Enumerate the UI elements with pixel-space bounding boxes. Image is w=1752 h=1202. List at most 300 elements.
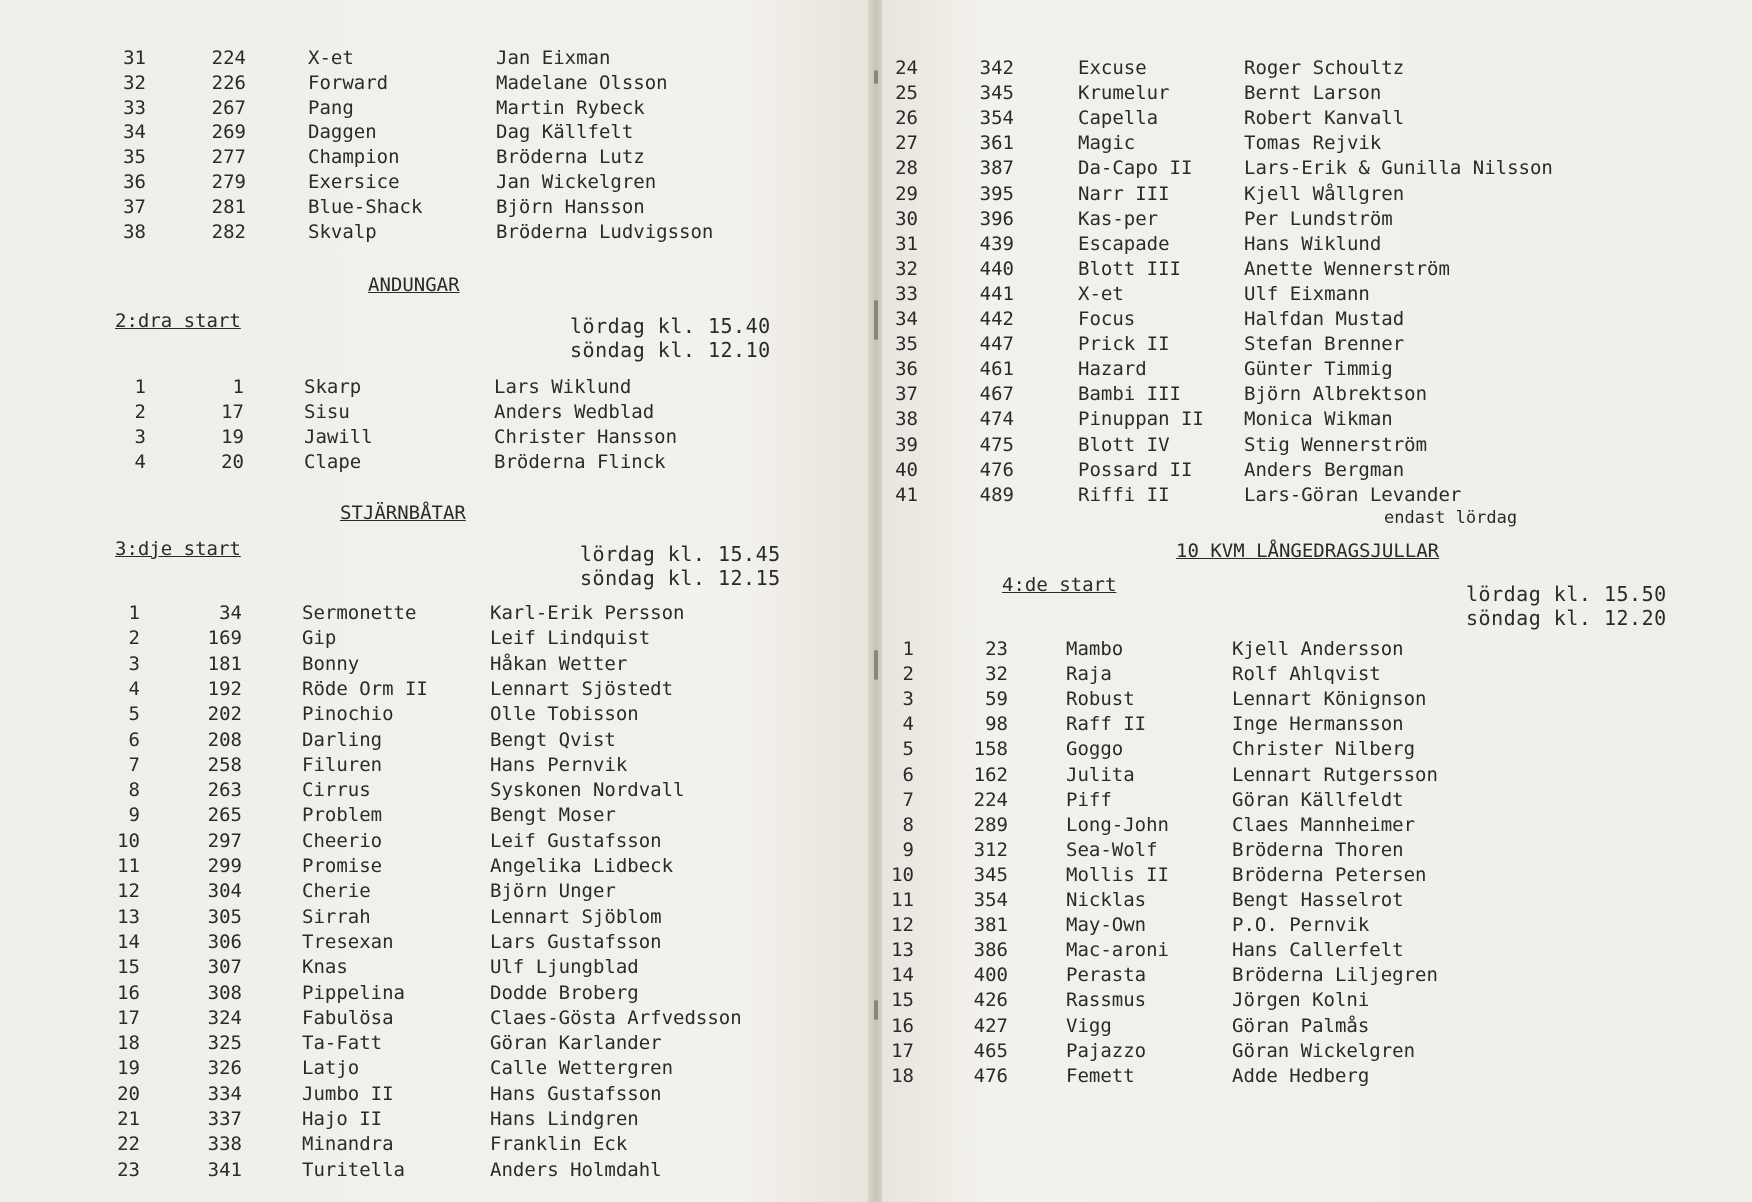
sail-number: 427 (973, 1014, 1008, 1037)
boat-name: Sea-Wolf (1066, 838, 1158, 861)
sail-number: 20 (221, 451, 244, 473)
sail-number: 337 (207, 1108, 242, 1130)
sail-number: 426 (973, 989, 1008, 1012)
entry-position: 2 (902, 663, 914, 686)
owner-name: Günter Timmig (1244, 358, 1393, 381)
owner-name: Bengt Hasselrot (1232, 889, 1404, 911)
entry-position: 11 (891, 889, 914, 911)
entry-position: 37 (895, 383, 918, 406)
owner-name: Hans Gustafsson (490, 1082, 662, 1105)
sail-number: 475 (979, 433, 1014, 456)
entry-position: 3 (902, 688, 914, 711)
owner-name: Calle Wettergren (490, 1057, 674, 1080)
boat-name: Cirrus (302, 779, 371, 802)
sail-number: 325 (207, 1032, 242, 1055)
sail-number: 299 (207, 855, 242, 877)
boat-name: Femett (1066, 1064, 1135, 1087)
sail-number: 59 (985, 688, 1008, 711)
owner-name: Ulf Eixmann (1244, 282, 1370, 305)
entry-position: 7 (902, 788, 914, 811)
boat-name: Hazard (1078, 358, 1147, 381)
owner-name: Hans Wiklund (1244, 232, 1382, 255)
start-time-sunday-andungar: söndag kl. 12.10 (570, 338, 771, 362)
owner-name: Anders Bergman (1244, 458, 1405, 481)
sail-number: 304 (207, 880, 242, 903)
entry-position: 7 (128, 753, 140, 776)
boat-name: Sermonette (302, 602, 417, 624)
owner-name: Syskonen Nordvall (490, 779, 685, 802)
owner-name: Roger Schoultz (1244, 57, 1405, 79)
owner-name: Lennart Rutgersson (1232, 763, 1438, 786)
section-heading-jullar: 10 KVM LÅNGEDRAGSJULLAR (1176, 540, 1440, 562)
boat-name: Rassmus (1066, 989, 1147, 1012)
sail-number: 326 (207, 1057, 242, 1080)
owner-name: Bröderna Thoren (1232, 838, 1404, 861)
sail-number: 361 (979, 132, 1014, 155)
boat-name: Nicklas (1066, 889, 1147, 911)
owner-name: Dodde Broberg (490, 981, 639, 1004)
entry-position: 21 (117, 1108, 140, 1130)
entry-position: 2 (134, 401, 146, 423)
sail-number: 258 (207, 753, 242, 776)
entry-position: 22 (117, 1133, 140, 1156)
entry-position: 26 (895, 107, 918, 130)
boat-name: Pinuppan II (1078, 408, 1204, 431)
entry-position: 34 (895, 308, 918, 330)
boat-name: Excuse (1078, 57, 1147, 79)
boat-name: Promise (302, 855, 383, 877)
entry-position: 31 (123, 47, 146, 69)
entry-position: 10 (891, 863, 914, 886)
entry-position: 16 (117, 981, 140, 1004)
section-heading-andungar: ANDUNGAR (368, 274, 460, 296)
sail-number: 19 (221, 426, 244, 448)
sail-number: 476 (979, 458, 1014, 481)
owner-name: Bengt Moser (490, 804, 616, 827)
sail-number: 396 (979, 207, 1014, 230)
boat-name: Bambi III (1078, 383, 1181, 406)
entry-position: 18 (117, 1032, 140, 1055)
entry-position: 29 (895, 182, 918, 205)
owner-name: Madelane Olsson (496, 71, 668, 94)
entry-position: 33 (895, 282, 918, 305)
sail-number: 447 (979, 333, 1014, 356)
boat-name: Champion (308, 146, 400, 169)
entry-position: 23 (117, 1158, 140, 1181)
boat-name: Escapade (1078, 232, 1170, 255)
boat-name: Sirrah (302, 905, 371, 928)
entry-position: 38 (895, 408, 918, 431)
boat-name: Cheerio (302, 829, 383, 852)
start-label-stjarnbatar: 3:dje start (115, 538, 241, 560)
boat-name: Fabulösa (302, 1006, 394, 1029)
owner-name: Dag Källfelt (496, 121, 634, 144)
owner-name: Martin Rybeck (496, 96, 645, 119)
boat-name: Skvalp (308, 220, 377, 243)
entry-position: 19 (117, 1057, 140, 1080)
owner-name: Olle Tobisson (490, 703, 639, 726)
boat-name: Ta-Fatt (302, 1032, 383, 1055)
sail-number: 489 (979, 483, 1014, 506)
boat-name: Gip (302, 627, 337, 650)
sail-number: 461 (979, 358, 1014, 381)
sail-number: 17 (221, 401, 244, 423)
start-time-saturday-jullar: lördag kl. 15.50 (1466, 582, 1667, 606)
owner-name: Stig Wennerström (1244, 433, 1428, 456)
entry-position: 1 (128, 602, 140, 624)
entry-position: 15 (117, 956, 140, 979)
entry-position: 4 (134, 451, 146, 473)
entry-position: 1 (902, 638, 914, 660)
sail-number: 395 (979, 182, 1014, 205)
entry-position: 15 (891, 989, 914, 1012)
staple-mark (874, 70, 878, 84)
sail-number: 305 (207, 905, 242, 928)
boat-name: Piff (1066, 788, 1112, 811)
owner-name: Lars Gustafsson (490, 930, 662, 953)
owner-name: Claes Mannheimer (1232, 813, 1416, 836)
owner-name: Lennart Könignson (1232, 688, 1427, 711)
entry-position: 30 (895, 207, 918, 230)
sail-number: 181 (207, 652, 242, 675)
sail-number: 354 (973, 889, 1008, 911)
entry-position: 17 (891, 1039, 914, 1062)
entry-position: 3 (128, 652, 140, 675)
owner-name: Anders Wedblad (494, 401, 655, 423)
entry-position: 41 (895, 483, 918, 506)
sail-number: 226 (211, 71, 246, 94)
sail-number: 341 (207, 1158, 242, 1181)
right-page (882, 0, 1752, 1202)
owner-name: Leif Gustafsson (490, 829, 662, 852)
owner-name: Bröderna Ludvigsson (496, 220, 714, 243)
sail-number: 307 (207, 956, 242, 979)
owner-name: Leif Lindquist (490, 627, 651, 650)
owner-name: Lennart Sjöblom (490, 905, 662, 928)
start-time-sunday-jullar: söndag kl. 12.20 (1466, 606, 1667, 630)
sail-number: 334 (207, 1082, 242, 1105)
owner-name: Jörgen Kolni (1232, 989, 1370, 1012)
sail-number: 263 (207, 779, 242, 802)
sail-number: 441 (979, 282, 1014, 305)
entry-position: 6 (128, 728, 140, 751)
boat-name: Raff II (1066, 713, 1147, 736)
boat-name: X-et (1078, 282, 1124, 305)
owner-name: Björn Hansson (496, 195, 645, 218)
owner-name: Björn Unger (490, 880, 616, 903)
boat-name: Perasta (1066, 964, 1147, 987)
sail-number: 400 (973, 964, 1008, 987)
owner-name: Göran Karlander (490, 1032, 662, 1055)
boat-name: Robust (1066, 688, 1135, 711)
boat-name: Cherie (302, 880, 371, 903)
entry-position: 14 (117, 930, 140, 953)
entry-position: 4 (902, 713, 914, 736)
sail-number: 345 (979, 82, 1014, 105)
owner-name: Anders Holmdahl (490, 1158, 662, 1181)
boat-name: Raja (1066, 663, 1112, 686)
sail-number: 439 (979, 232, 1014, 255)
entry-position: 12 (117, 880, 140, 903)
owner-name: Lars-Göran Levander (1244, 483, 1462, 506)
start-time-saturday-stjarnbatar: lördag kl. 15.45 (580, 542, 781, 566)
boat-name: Minandra (302, 1133, 394, 1156)
entry-position: 37 (123, 195, 146, 218)
entry-position: 18 (891, 1064, 914, 1087)
sail-number: 162 (973, 763, 1008, 786)
sail-number: 208 (207, 728, 242, 751)
owner-name: Göran Palmås (1232, 1014, 1370, 1037)
boat-name: Darling (302, 728, 383, 751)
entry-position: 6 (902, 763, 914, 786)
owner-name: Bröderna Lutz (496, 146, 645, 169)
owner-name: Stefan Brenner (1244, 333, 1405, 356)
staple-mark (874, 300, 878, 340)
entry-position: 25 (895, 82, 918, 105)
owner-name: Bröderna Liljegren (1232, 964, 1438, 987)
boat-name: Prick II (1078, 333, 1170, 356)
entry-position: 8 (128, 779, 140, 802)
entry-position: 3 (134, 426, 146, 448)
sail-number: 32 (985, 663, 1008, 686)
sail-number: 387 (979, 157, 1014, 180)
owner-name: Christer Nilberg (1232, 738, 1416, 761)
owner-name: Monica Wikman (1244, 408, 1393, 431)
sail-number: 279 (211, 171, 246, 193)
boat-name: Jawill (304, 426, 373, 448)
entry-position: 31 (895, 232, 918, 255)
sail-number: 465 (973, 1039, 1008, 1062)
boat-name: X-et (308, 47, 354, 69)
boat-name: Blott III (1078, 257, 1181, 280)
boat-name: Röde Orm II (302, 677, 428, 700)
owner-name: Bröderna Flinck (494, 451, 666, 473)
boat-name: Pajazzo (1066, 1039, 1147, 1062)
boat-name: Latjo (302, 1057, 360, 1080)
owner-name: Göran Wickelgren (1232, 1039, 1416, 1062)
boat-name: Problem (302, 804, 383, 827)
owner-name: P.O. Pernvik (1232, 914, 1370, 937)
entry-position: 9 (902, 838, 914, 861)
owner-name: Hans Lindgren (490, 1108, 639, 1130)
start-time-sunday-stjarnbatar: söndag kl. 12.15 (580, 566, 781, 590)
entry-position: 39 (895, 433, 918, 456)
owner-name: Kjell Andersson (1232, 638, 1404, 660)
boat-name: Focus (1078, 308, 1136, 330)
owner-name: Kjell Wållgren (1244, 182, 1405, 205)
boat-name: May-Own (1066, 914, 1147, 937)
entry-position: 35 (895, 333, 918, 356)
boat-name: Kas-per (1078, 207, 1159, 230)
entry-position: 36 (895, 358, 918, 381)
owner-name: Ulf Ljungblad (490, 956, 639, 979)
boat-name: Skarp (304, 376, 362, 398)
boat-name: Daggen (308, 121, 377, 144)
entry-position: 4 (128, 677, 140, 700)
owner-name: Christer Hansson (494, 426, 678, 448)
owner-name: Lars Wiklund (494, 376, 632, 398)
sail-number: 354 (979, 107, 1014, 130)
boat-name: Blue-Shack (308, 195, 423, 218)
entry-position: 17 (117, 1006, 140, 1029)
sail-number: 312 (973, 838, 1008, 861)
owner-name: Tomas Rejvik (1244, 132, 1382, 155)
owner-name: Robert Kanvall (1244, 107, 1405, 130)
boat-name: Capella (1078, 107, 1159, 130)
owner-name: Bernt Larson (1244, 82, 1382, 105)
owner-name: Jan Wickelgren (496, 171, 657, 193)
boat-name: Pinochio (302, 703, 394, 726)
sail-number: 342 (979, 57, 1014, 79)
boat-name: Clape (304, 451, 362, 473)
boat-name: Da-Capo II (1078, 157, 1193, 180)
entry-position: 36 (123, 171, 146, 193)
sail-number: 324 (207, 1006, 242, 1029)
sail-number: 267 (211, 96, 246, 119)
sail-number: 158 (973, 738, 1008, 761)
owner-name: Claes-Gösta Arfvedsson (490, 1006, 742, 1029)
entry-position: 34 (123, 121, 146, 144)
boat-name: Bonny (302, 652, 360, 675)
owner-name: Håkan Wetter (490, 652, 628, 675)
sail-number: 1 (232, 376, 244, 398)
entry-position: 5 (128, 703, 140, 726)
sail-number: 281 (211, 195, 246, 218)
boat-name: Mollis II (1066, 863, 1169, 886)
entry-position: 2 (128, 627, 140, 650)
owner-name: Anette Wennerström (1244, 257, 1450, 280)
sail-number: 381 (973, 914, 1008, 937)
boat-name: Knas (302, 956, 348, 979)
owner-name: Halfdan Mustad (1244, 308, 1405, 330)
owner-name: Inge Hermansson (1232, 713, 1404, 736)
sail-number: 306 (207, 930, 242, 953)
boat-name: Riffi II (1078, 483, 1170, 506)
sail-number: 98 (985, 713, 1008, 736)
entry-position: 9 (128, 804, 140, 827)
entry-position: 32 (123, 71, 146, 94)
sail-number: 442 (979, 308, 1014, 330)
start-label-jullar: 4:de start (1002, 574, 1117, 596)
entry-position: 24 (895, 57, 918, 79)
boat-name: Forward (308, 71, 389, 94)
entry-position: 14 (891, 964, 914, 987)
start-time-saturday-andungar: lördag kl. 15.40 (570, 314, 771, 338)
boat-name: Possard II (1078, 458, 1193, 481)
sail-number: 467 (979, 383, 1014, 406)
boat-name: Blott IV (1078, 433, 1170, 456)
owner-name: Angelika Lidbeck (490, 855, 674, 877)
sail-number: 474 (979, 408, 1014, 431)
owner-name: Jan Eixman (496, 47, 611, 69)
sail-number: 297 (207, 829, 242, 852)
sail-number: 192 (207, 677, 242, 700)
boat-name: Hajo II (302, 1108, 383, 1130)
boat-name: Julita (1066, 763, 1135, 786)
boat-name: Goggo (1066, 738, 1124, 761)
owner-name: Adde Hedberg (1232, 1064, 1370, 1087)
entry-position: 20 (117, 1082, 140, 1105)
boat-name: Pang (308, 96, 354, 119)
owner-name: Bröderna Petersen (1232, 863, 1427, 886)
entry-position: 32 (895, 257, 918, 280)
sail-number: 476 (973, 1064, 1008, 1087)
sail-number: 265 (207, 804, 242, 827)
boat-name: Jumbo II (302, 1082, 394, 1105)
entry-position: 5 (902, 738, 914, 761)
owner-name: Hans Callerfelt (1232, 939, 1404, 962)
owner-name: Karl-Erik Persson (490, 602, 685, 624)
sail-number: 386 (973, 939, 1008, 962)
entry-position: 13 (891, 939, 914, 962)
sail-number: 277 (211, 146, 246, 169)
sail-number: 169 (207, 627, 242, 650)
section-heading-stjarnbatar: STJÄRNBÅTAR (340, 502, 466, 524)
boat-name: Turitella (302, 1158, 405, 1181)
boat-name: Narr III (1078, 182, 1170, 205)
boat-name: Exersice (308, 171, 400, 193)
entry-note: endast lördag (1384, 508, 1518, 528)
left-page (0, 0, 870, 1202)
entry-position: 38 (123, 220, 146, 243)
owner-name: Björn Albrektson (1244, 383, 1428, 406)
entry-position: 1 (134, 376, 146, 398)
boat-name: Vigg (1066, 1014, 1112, 1037)
sail-number: 23 (985, 638, 1008, 660)
sail-number: 338 (207, 1133, 242, 1156)
entry-position: 28 (895, 157, 918, 180)
sail-number: 440 (979, 257, 1014, 280)
boat-name: Mambo (1066, 638, 1124, 660)
sail-number: 282 (211, 220, 246, 243)
owner-name: Franklin Eck (490, 1133, 628, 1156)
entry-position: 11 (117, 855, 140, 877)
boat-name: Pippelina (302, 981, 405, 1004)
owner-name: Lars-Erik & Gunilla Nilsson (1244, 157, 1553, 180)
entry-position: 10 (117, 829, 140, 852)
boat-name: Magic (1078, 132, 1136, 155)
sail-number: 269 (211, 121, 246, 144)
sail-number: 224 (211, 47, 246, 69)
owner-name: Rolf Ahlqvist (1232, 663, 1381, 686)
entry-position: 33 (123, 96, 146, 119)
owner-name: Göran Källfeldt (1232, 788, 1404, 811)
sail-number: 202 (207, 703, 242, 726)
owner-name: Per Lundström (1244, 207, 1393, 230)
entry-position: 27 (895, 132, 918, 155)
owner-name: Hans Pernvik (490, 753, 628, 776)
boat-name: Long-John (1066, 813, 1169, 836)
sail-number: 224 (973, 788, 1008, 811)
boat-name: Tresexan (302, 930, 394, 953)
entry-position: 40 (895, 458, 918, 481)
entry-position: 16 (891, 1014, 914, 1037)
boat-name: Sisu (304, 401, 350, 423)
entry-position: 8 (902, 813, 914, 836)
owner-name: Bengt Qvist (490, 728, 616, 751)
entry-position: 35 (123, 146, 146, 169)
entry-position: 13 (117, 905, 140, 928)
sail-number: 289 (973, 813, 1008, 836)
sail-number: 34 (219, 602, 242, 624)
boat-name: Mac-aroni (1066, 939, 1169, 962)
sail-number: 308 (207, 981, 242, 1004)
start-label-andungar: 2:dra start (115, 310, 241, 332)
sail-number: 345 (973, 863, 1008, 886)
owner-name: Lennart Sjöstedt (490, 677, 674, 700)
boat-name: Filuren (302, 753, 383, 776)
entry-position: 12 (891, 914, 914, 937)
